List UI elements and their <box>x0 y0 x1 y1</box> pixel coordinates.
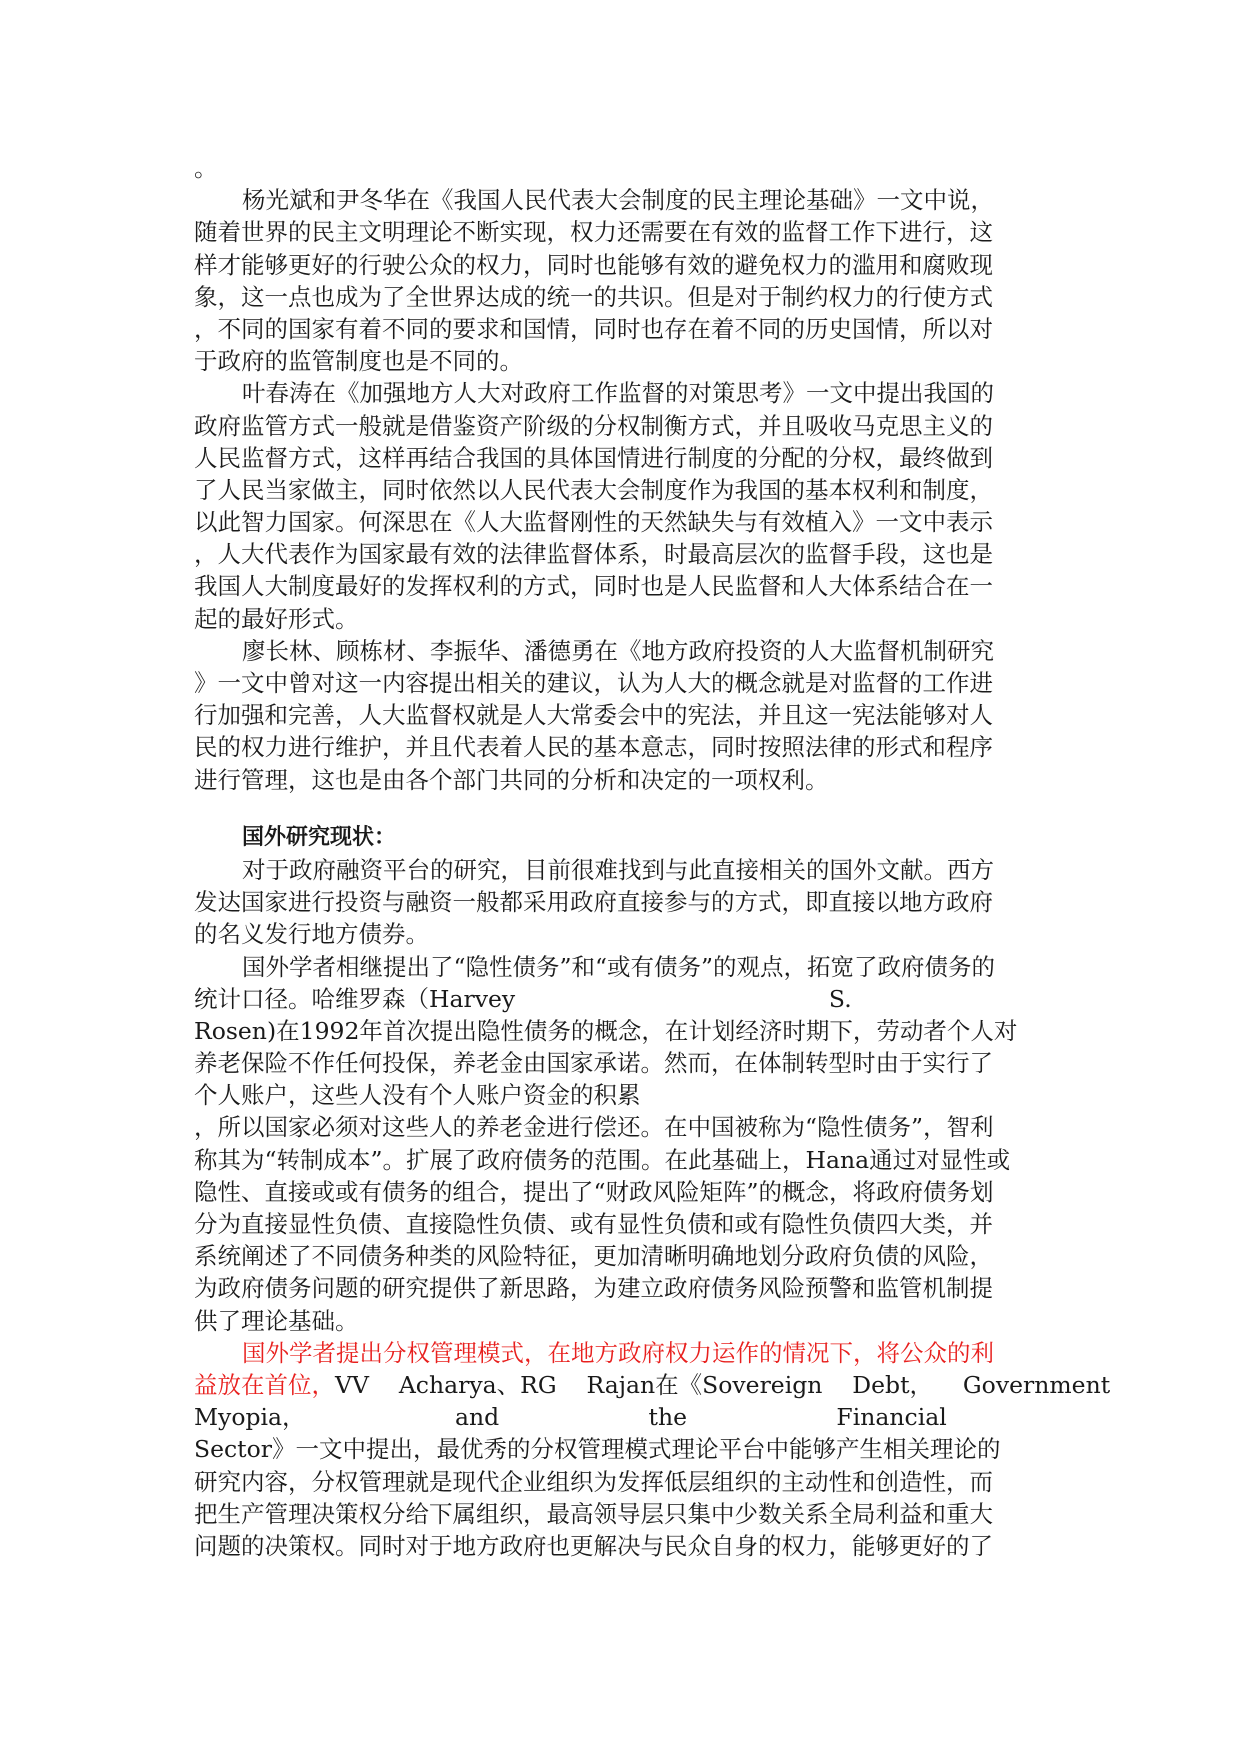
text-line: 样才能够更好的行驶公众的权力，同时也能够有效的避免权力的滥用和腐败现 <box>194 250 993 279</box>
text-line: 杨光斌和尹冬华在《我国人民代表大会制度的民主理论基础》一文中说， <box>242 186 994 215</box>
paragraph-financing-platform <box>194 854 1049 951</box>
text-line: 供了理论基础。 <box>194 1306 359 1335</box>
text-line: 人民监督方式，这样再结合我国的具体国情进行制度的分配的分权，最终做到 <box>194 443 993 472</box>
text-line <box>194 1369 1111 1401</box>
paragraph-hidden-debt <box>194 951 1049 1337</box>
text-line: Rosen)在1992年首次提出隐性债务的概念，在计划经济时期下，劳动者个人对 <box>194 1016 1018 1045</box>
text-line: 系统阐述了不同债务种类的风险特征，更加清晰明确地划分政府负债的风险， <box>194 1242 993 1271</box>
text-line: 了人民当家做主，同时依然以人民代表大会制度作为我国的基本权利和制度， <box>194 475 993 504</box>
text-line: 廖长林、顾栋材、李振华、潘德勇在《地方政府投资的人大监督机制研究 <box>242 636 994 665</box>
paragraph-yang-guangbin <box>194 184 1049 377</box>
text-line: 分为直接显性负债、直接隐性负债、或有显性负债和或有隐性负债四大类，并 <box>194 1210 993 1238</box>
section-heading: 国外研究现状： <box>242 824 397 850</box>
text-line: 叶春涛在《加强地方人大对政府工作监督的对策思考》一文中提出我国的 <box>242 379 994 408</box>
highlighted-text-line: 国外学者提出分权管理模式，在地方政府权力运作的情况下，将公众的利 <box>242 1338 994 1367</box>
text-line: 于政府的监管制度也是不同的。 <box>194 347 523 376</box>
paragraph-ye-chuntao <box>194 377 1049 635</box>
text-line: 把生产管理决策权分给下属组织，最高领导层只集中少数关系全局利益和重大 <box>194 1499 993 1528</box>
paragraph-liao-changlin <box>194 635 1049 796</box>
document-body <box>194 152 1111 1562</box>
paragraph-decentralization <box>194 1337 1111 1562</box>
text-line: 为政府债务问题的研究提供了新思路，为建立政府债务风险预警和监管机制提 <box>194 1274 993 1303</box>
text-line: 隐性、直接或或有债务的组合，提出了“财政风险矩阵”的概念，将政府债务划 <box>194 1177 994 1206</box>
text-line: 养老保险不作任何投保，养老金由国家承诺。然而，在体制转型时由于实行了 <box>194 1049 993 1078</box>
citation-text: VV Acharya、RG Rajan在《Sovereign Debt， Government <box>335 1370 1111 1399</box>
text-line: 个人账户，这些人没有个人账户资金的积累 <box>194 1081 641 1110</box>
text-line: 》一文中曾对这一内容提出相关的建议，认为人大的概念就是对监督的工作进 <box>194 669 993 697</box>
text-line: ，人大代表作为国家最有效的法律监督体系，时最高层次的监督手段，这也是 <box>194 540 993 569</box>
highlighted-text: 益放在首位， <box>194 1370 335 1399</box>
text-line: 国外学者相继提出了“隐性债务”和“或有债务”的观点，拓宽了政府债务的 <box>242 952 996 981</box>
text-line: ，不同的国家有着不同的要求和国情，同时也存在着不同的历史国情，所以对 <box>194 314 993 343</box>
text-line: 发达国家进行投资与融资一般都采用政府直接参与的方式，即直接以地方政府 <box>194 888 993 917</box>
text-line: 。 <box>194 154 218 182</box>
text-line: 政府监管方式一般就是借鉴资产阶级的分权制衡方式，并且吸收马克思主义的 <box>194 411 993 440</box>
text-line: 民的权力进行维护，并且代表着人民的基本意志，同时按照法律的形式和程序 <box>194 733 993 762</box>
text-line: 我国人大制度最好的发挥权利的方式，同时也是人民监督和人大体系结合在一 <box>194 572 993 601</box>
text-line: Sector》一文中提出，最优秀的分权管理模式理论平台中能够产生相关理论的 <box>194 1435 1001 1464</box>
text-line: 统计口径。哈维罗森（Harvey S. <box>194 984 852 1013</box>
text-line: 进行管理，这也是由各个部门共同的分析和决定的一项权利。 <box>194 765 829 794</box>
text-line: Myopia， and the Financial <box>194 1403 947 1432</box>
text-line: 以此智力国家。何深思在《人大监督刚性的天然缺失与有效植入》一文中表示 <box>194 508 993 537</box>
text-line: 对于政府融资平台的研究，目前很难找到与此直接相关的国外文献。西方 <box>242 855 994 884</box>
text-line: 随着世界的民主文明理论不断实现，权力还需要在有效的监督工作下进行，这 <box>194 218 993 247</box>
text-line: 象，这一点也成为了全世界达成的统一的共识。但是对于制约权力的行使方式 <box>194 282 993 311</box>
section-spacer <box>194 796 1049 822</box>
text-line: 行加强和完善，人大监督权就是人大常委会中的宪法，并且这一宪法能够对人 <box>194 701 993 730</box>
text-line: 问题的决策权。同时对于地方政府也更解决与民众自身的权力，能够更好的了 <box>194 1531 993 1560</box>
text-line: 的名义发行地方债券。 <box>194 920 429 949</box>
text-line: 称其为“转制成本”。扩展了政府债务的范围。在此基础上，Hana通过对显性或 <box>194 1145 1011 1174</box>
text-line: 研究内容，分权管理就是现代企业组织为发挥低层组织的主动性和创造性，而 <box>194 1467 993 1496</box>
text-line: 起的最好形式。 <box>194 604 359 633</box>
text-line: ，所以国家必须对这些人的养老金进行偿还。在中国被称为“隐性债务”，智利 <box>194 1113 994 1142</box>
